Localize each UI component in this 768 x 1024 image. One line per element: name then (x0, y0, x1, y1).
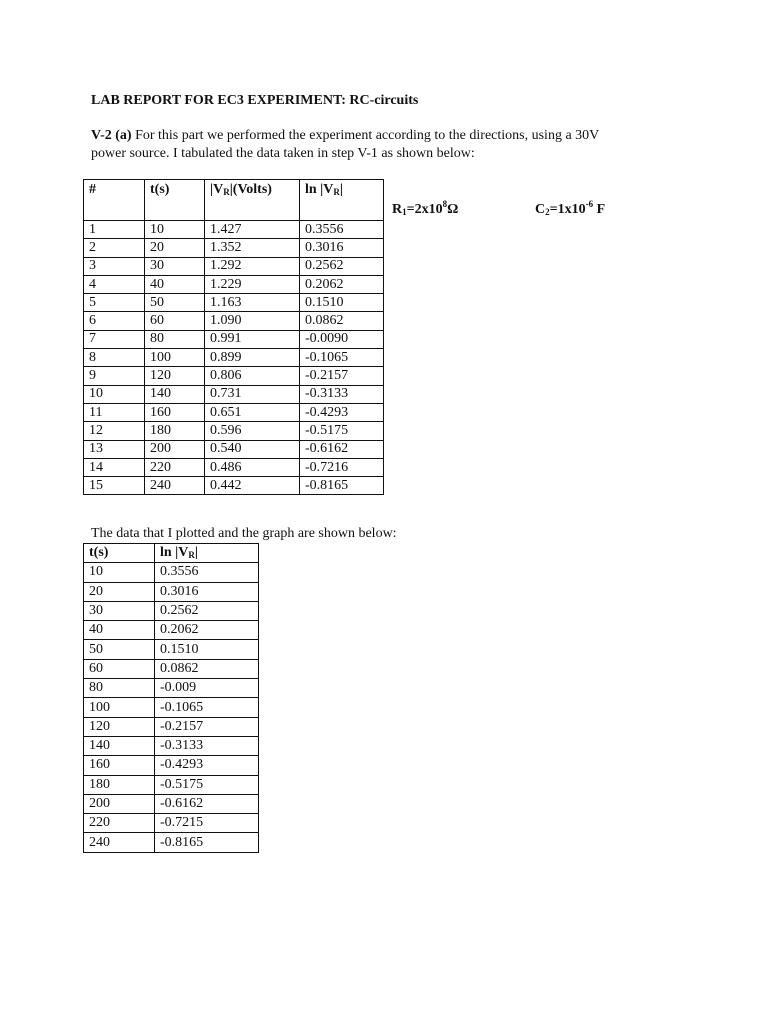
table-row (84, 403, 384, 421)
cell-ln-voltage: 0.2562 (300, 257, 384, 275)
cell-ln-voltage: -0.3133 (300, 385, 384, 403)
cell-ln-voltage: 0.0862 (155, 659, 259, 678)
cell-index: 15 (84, 477, 145, 495)
cell-time: 60 (145, 312, 205, 330)
cell-time: 100 (145, 349, 205, 367)
cell-index: 2 (84, 239, 145, 257)
cell-time: 180 (145, 422, 205, 440)
cell-time: 160 (145, 403, 205, 421)
cell-ln-voltage: -0.1065 (155, 698, 259, 717)
table-row (84, 775, 259, 794)
cell-time: 50 (145, 294, 205, 312)
cell-ln-voltage: 0.3016 (300, 239, 384, 257)
cell-ln-voltage: -0.8165 (300, 477, 384, 495)
plot-intro-text: The data that I plotted and the graph are shown below: (91, 526, 397, 541)
cell-time: 60 (84, 659, 155, 678)
table-row (84, 563, 259, 582)
report-title: LAB REPORT FOR EC3 EXPERIMENT: RC-circuits (91, 93, 419, 108)
cell-voltage: 1.229 (205, 275, 300, 293)
intro-paragraph (91, 127, 691, 163)
cell-ln-voltage: -0.7215 (155, 814, 259, 833)
table-row (84, 330, 384, 348)
cell-time: 80 (145, 330, 205, 348)
table-row (84, 679, 259, 698)
table-row (84, 756, 259, 775)
table-row (84, 794, 259, 813)
header-time: t(s) (145, 180, 205, 221)
cell-voltage: 0.899 (205, 349, 300, 367)
cell-ln-voltage: 0.2062 (300, 275, 384, 293)
table-row (84, 257, 384, 275)
table-row (84, 736, 259, 755)
cell-time: 120 (145, 367, 205, 385)
cell-ln-voltage: -0.5175 (300, 422, 384, 440)
cell-time: 100 (84, 698, 155, 717)
cell-voltage: 0.806 (205, 367, 300, 385)
table-row (84, 422, 384, 440)
cell-ln-voltage: 0.2062 (155, 621, 259, 640)
cell-voltage: 1.427 (205, 221, 300, 239)
cell-time: 20 (84, 582, 155, 601)
cell-ln-voltage: -0.0090 (300, 330, 384, 348)
cell-ln-voltage: -0.2157 (155, 717, 259, 736)
cell-ln-voltage: -0.7216 (300, 458, 384, 476)
cell-ln-voltage: -0.4293 (155, 756, 259, 775)
cell-time: 80 (84, 679, 155, 698)
table-row (84, 312, 384, 330)
cell-voltage: 0.731 (205, 385, 300, 403)
cell-ln-voltage: -0.4293 (300, 403, 384, 421)
section-label: V-2 (a) (91, 128, 132, 143)
table-row (84, 349, 384, 367)
cell-voltage: 0.540 (205, 440, 300, 458)
data-table-full (83, 179, 384, 495)
table-row (84, 814, 259, 833)
table-row (84, 221, 384, 239)
capacitance-value: $C_2=1x10^{-6}$ F (535, 199, 606, 217)
cell-time: 10 (145, 221, 205, 239)
cell-time: 200 (84, 794, 155, 813)
cell-time: 240 (84, 833, 155, 852)
cell-time: 30 (145, 257, 205, 275)
table-row (84, 582, 259, 601)
table-row (84, 621, 259, 640)
table-row (84, 294, 384, 312)
cell-ln-voltage: 0.3556 (300, 221, 384, 239)
table-row (84, 458, 384, 476)
cell-time: 220 (84, 814, 155, 833)
cell-ln-voltage: 0.0862 (300, 312, 384, 330)
cell-index: 14 (84, 458, 145, 476)
cell-voltage: 0.596 (205, 422, 300, 440)
table-header-row (84, 180, 384, 221)
cell-time: 140 (145, 385, 205, 403)
cell-ln-voltage: -0.009 (155, 679, 259, 698)
cell-time: 30 (84, 601, 155, 620)
cell-ln-voltage: -0.3133 (155, 736, 259, 755)
cell-voltage: 1.292 (205, 257, 300, 275)
cell-ln-voltage: -0.6162 (300, 440, 384, 458)
header-ln-voltage: $\ln |V_R|$ (155, 544, 259, 563)
table-row (84, 659, 259, 678)
cell-index: 6 (84, 312, 145, 330)
intro-text-line1: For this part we performed the experiment according to the directions, using a 30V (131, 128, 600, 143)
cell-time: 240 (145, 477, 205, 495)
cell-ln-voltage: -0.6162 (155, 794, 259, 813)
cell-time: 220 (145, 458, 205, 476)
cell-time: 40 (145, 275, 205, 293)
table-row (84, 477, 384, 495)
resistance-value: $R_1=2x10^8\Omega$ (392, 199, 459, 217)
cell-time: 180 (84, 775, 155, 794)
cell-time: 140 (84, 736, 155, 755)
cell-voltage: 0.486 (205, 458, 300, 476)
cell-time: 40 (84, 621, 155, 640)
cell-ln-voltage: -0.2157 (300, 367, 384, 385)
header-voltage: $|V_R|(Volts)$ (205, 180, 300, 221)
table-header-row (84, 544, 259, 563)
table-row (84, 717, 259, 736)
cell-index: 5 (84, 294, 145, 312)
cell-index: 4 (84, 275, 145, 293)
cell-ln-voltage: 0.3556 (155, 563, 259, 582)
table-row (84, 367, 384, 385)
cell-ln-voltage: 0.2562 (155, 601, 259, 620)
cell-voltage: 1.090 (205, 312, 300, 330)
cell-ln-voltage: 0.1510 (155, 640, 259, 659)
cell-index: 10 (84, 385, 145, 403)
cell-voltage: 0.442 (205, 477, 300, 495)
cell-index: 8 (84, 349, 145, 367)
cell-ln-voltage: -0.8165 (155, 833, 259, 852)
table-row (84, 640, 259, 659)
cell-index: 13 (84, 440, 145, 458)
cell-index: 9 (84, 367, 145, 385)
cell-time: 120 (84, 717, 155, 736)
header-index: # (84, 180, 145, 221)
cell-index: 11 (84, 403, 145, 421)
table-row (84, 239, 384, 257)
table-row (84, 275, 384, 293)
table-row (84, 440, 384, 458)
cell-time: 10 (84, 563, 155, 582)
cell-index: 12 (84, 422, 145, 440)
cell-index: 3 (84, 257, 145, 275)
table-row (84, 385, 384, 403)
cell-time: 200 (145, 440, 205, 458)
cell-ln-voltage: -0.5175 (155, 775, 259, 794)
cell-index: 7 (84, 330, 145, 348)
cell-ln-voltage: -0.1065 (300, 349, 384, 367)
table-row (84, 601, 259, 620)
cell-voltage: 1.352 (205, 239, 300, 257)
cell-voltage: 0.651 (205, 403, 300, 421)
data-table-plotted (83, 543, 259, 853)
cell-time: 160 (84, 756, 155, 775)
cell-ln-voltage: 0.1510 (300, 294, 384, 312)
cell-time: 50 (84, 640, 155, 659)
intro-text-line2: power source. I tabulated the data taken in step V-1 as shown below: (91, 146, 475, 161)
cell-ln-voltage: 0.3016 (155, 582, 259, 601)
table-row (84, 833, 259, 852)
header-ln-voltage: $\ln |V_R|$ (300, 180, 384, 221)
table-row (84, 698, 259, 717)
header-time: t(s) (84, 544, 155, 563)
cell-voltage: 1.163 (205, 294, 300, 312)
cell-index: 1 (84, 221, 145, 239)
cell-voltage: 0.991 (205, 330, 300, 348)
cell-time: 20 (145, 239, 205, 257)
